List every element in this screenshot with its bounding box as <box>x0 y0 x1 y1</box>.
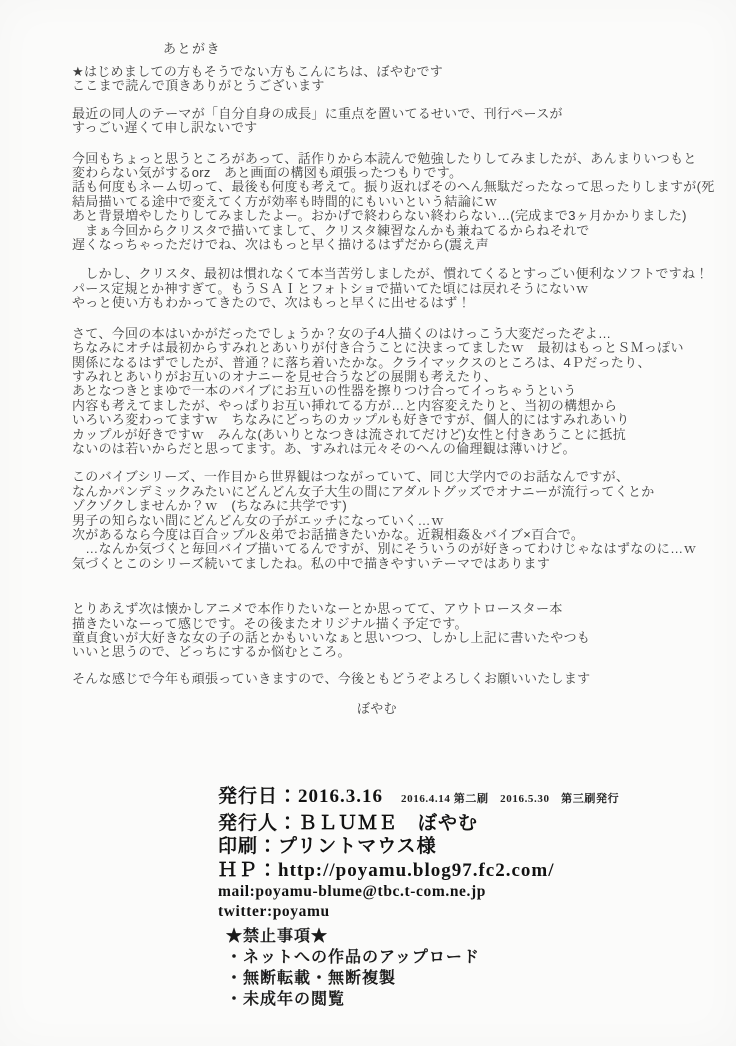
body-line: しかし、クリスタ、最初は慣れなくて本当苦労しましたが、慣れてくるとすっごい便利なソフトですね！ <box>72 266 709 282</box>
body-line: さて、今回の本はいかがだったでしょうか？女の子4人描くのはけっこう大変だったぞよ… <box>72 325 612 341</box>
paragraph <box>72 65 722 94</box>
reprint-note: 2016.4.14 第二刷 2016.5.30 第三刷発行 <box>401 793 620 805</box>
paragraph <box>72 107 722 136</box>
body-line: あと背景増やしたりしてみましたよー。おかげで終わらない終わらない…(完成まで3ヶ月かかりました) <box>72 208 687 224</box>
prohibition-item: ・未成年の閲覧 <box>226 991 346 1008</box>
prohibitions-block <box>226 926 480 1010</box>
body-line: ここまで読んで頂きありがとうございます <box>72 78 325 94</box>
body-line: いろいろ変わってますｗ ちなみにどっちのカップルも好きですが、個人的にはすみれあいり <box>72 412 630 428</box>
body-line: やっと使い方もわかってきたので、次はもっと早くに出せるはず！ <box>72 295 471 311</box>
body-line: 最近の同人のテーマが「自分自身の成長」に重点を置いてるせいで、刊行ペースが <box>72 105 563 121</box>
body-line: …なんか気づくと毎回バイブ描いてるんですが、別にそういうのが好きってわけじゃなはずなのに…ｗ <box>72 541 697 557</box>
body-line: 童貞食いが大好きな女の子の話とかもいいなぁと思いつつ、しかし上記に書いたやつも <box>72 630 591 645</box>
body-line: いいと思うので、どっちにするか悩むところ。 <box>72 644 351 660</box>
body-line: 内容も考えてましたが、やっぱりお互い挿れてる方が…と内容変えたりと、当初の構想から <box>72 397 618 413</box>
colophon-text: mail:poyamu-blume@tbc.t-com.ne.jp <box>218 883 486 900</box>
colophon-row <box>218 859 619 883</box>
colophon-block <box>218 785 619 922</box>
paragraph <box>72 327 722 457</box>
body-line: 今回もちょっと思うところがあって、話作りから本読んで勉強したりしてみましたが、あんまりいつもと <box>72 150 697 166</box>
body-line: 関係になるはずでしたが、普通？に落ち着いたかな。クライマックスのところは、4Ｐだったり、 <box>72 354 651 370</box>
page-title: あとがき <box>163 41 222 56</box>
body-line: 次があるなら今度は百合ップル＆弟でお話描きたいかな。近親相姦＆バイブ×百合で。 <box>72 526 585 542</box>
body-line: まぁ今回からクリスタで描いてまして、クリスタ練習なんかも兼ねてるからねそれで <box>72 222 590 238</box>
colophon-text: 印刷：プリントマウス様 <box>218 836 437 857</box>
paragraph <box>72 267 722 310</box>
body-line: このバイブシリーズ、一作目から世界観はつながっていて、同じ大学内でのお話なんですが、 <box>72 469 630 485</box>
colophon-text: twitter:poyamu <box>218 903 330 920</box>
body-line: ★はじめましての方もそうでない方もこんにちは、ぼやむです <box>72 64 444 79</box>
colophon-row <box>218 835 619 859</box>
paragraph <box>72 152 722 253</box>
author-signature: ぼやむ <box>357 701 397 717</box>
body-line: ないのは若いからだと思ってます。あ、すみれは元々そのへんの倫理観は薄いけど。 <box>72 440 576 456</box>
colophon-row <box>218 812 619 836</box>
prohibitions-heading: ★禁止事項★ <box>226 928 329 945</box>
colophon-text: 発行日：2016.3.16 <box>218 786 384 807</box>
body-line: パース定規とか神すぎて。もうＳＡＩとフォトショで描いてた頃には戻れそうにないｗ <box>72 280 589 296</box>
body-line: 描きたいなーって感じです。その後またオリジナル描く予定です。 <box>72 615 468 631</box>
body-line: そんな感じで今年も頑張っていきますので、今後ともどうぞよろしくお願いいたします <box>72 670 591 686</box>
colophon-text: ＨＰ：http://poyamu.blog97.fc2.com/ <box>218 859 555 881</box>
prohibition-item: ・ネットへの作品のアップロード <box>226 949 480 966</box>
body-line: ゾクゾクしませんか？ｗ (ちなみに共学です) <box>72 498 347 514</box>
colophon-row <box>218 882 619 902</box>
body-line: 男子の知らない間にどんどん女の子がエッチになっていく…ｗ <box>72 512 445 528</box>
body-line: とりあえず次は懐かしアニメで本作りたいなーとか思ってて、アウトロースター本 <box>72 601 563 617</box>
prohibition-item: ・無断転載・無断複製 <box>226 970 397 987</box>
paragraph <box>72 470 722 571</box>
body-line: 結局描いてる途中で変えてく方が効率も時間的にもいいという結論にｗ <box>72 193 498 209</box>
body-line: あとなつきとまゆで一本のバイブにお互いの性器を擦りつけ合ってイっちゃうという <box>72 383 577 399</box>
body-line: 遅くなっちゃっただけでね、次はもっと早く描けるはずだから(震え声 <box>72 237 489 253</box>
body-line: カップルが好きですｗ みんな(あいりとなつきは流されてだけど)女性と付きあうことに抵抗 <box>72 426 626 442</box>
body-line: 気づくとこのシリーズ続いてましたね。私の中で描きやすいテーマではあります <box>72 555 551 571</box>
body-line: すみれとあいりがお互いのオナニーを見せ合うなどの展開も考えたり、 <box>72 368 498 384</box>
afterword-body <box>72 65 722 717</box>
paragraph <box>72 672 722 686</box>
body-line: 変わらない気がするorz あと画面の構図も頑張ったつもりです。 <box>72 165 463 181</box>
body-line: すっごい遅くて申し訳ないです <box>72 120 258 136</box>
body-line: ちなみにオチは最初からすみれとあいりが付き合うことに決まってましたｗ 最初はもっとＳＭっぽい <box>72 340 684 356</box>
body-line: なんかパンデミックみたいにどんどん女子大生の間にアダルトグッズでオナニーが流行ってくとか <box>72 483 655 499</box>
body-line: 話も何度もネーム切って、最後も何度も考えて。振り返ればそのへん無駄だったなって思ったりしますが(死 <box>72 179 715 195</box>
colophon-text: 発行人：ＢＬＵＭＥ ぼやむ <box>218 812 479 834</box>
paragraph <box>72 602 722 660</box>
colophon-row <box>218 785 619 812</box>
colophon-row <box>218 902 619 922</box>
